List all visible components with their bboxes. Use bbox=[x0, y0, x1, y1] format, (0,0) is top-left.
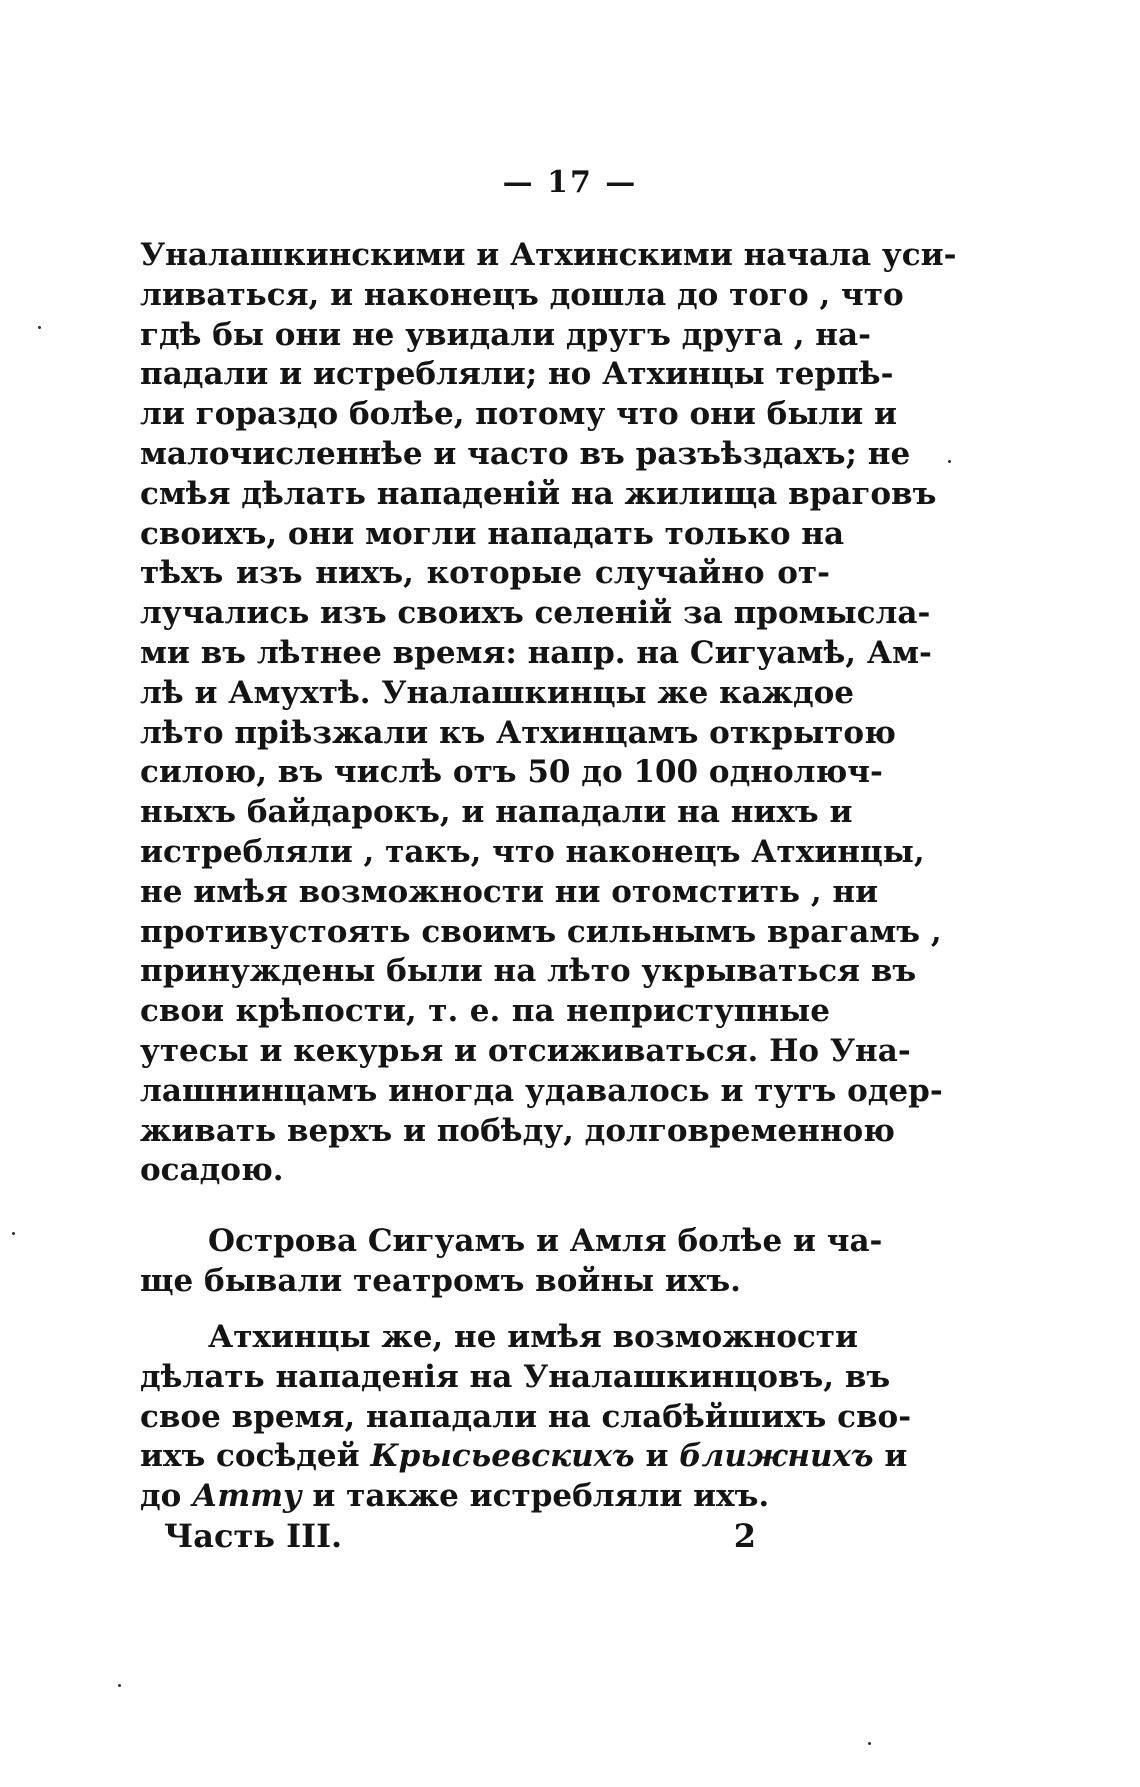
text-line: ливаться, и наконецъ дошла до того , что bbox=[140, 276, 904, 313]
text-line: лашнинцамъ иногда удавалось и тутъ одер- bbox=[140, 1072, 943, 1109]
page-number: — 17 — bbox=[502, 165, 638, 200]
text-line: ще бывали театромъ войны ихъ. bbox=[140, 1262, 741, 1299]
print-speck bbox=[38, 326, 41, 329]
text-line: осадою. bbox=[140, 1152, 284, 1189]
text-line: ми въ лѣтнее время: напр. на Сигуамѣ, Ам- bbox=[140, 634, 932, 671]
text-line: свое время, нападали на слабѣйшихъ сво- bbox=[140, 1398, 912, 1435]
print-speck bbox=[868, 1742, 871, 1745]
text-line: свои крѣпости, т. е. па неприступные bbox=[140, 993, 830, 1030]
text-segment: до bbox=[140, 1478, 193, 1515]
italic-name: ближнихъ bbox=[679, 1438, 874, 1475]
text-line: живать верхъ и побѣду, долговременною bbox=[140, 1112, 895, 1149]
italic-name: Атту bbox=[192, 1478, 302, 1515]
text-line: малочисленнѣе и часто въ разъѣздахъ; не bbox=[140, 435, 911, 472]
text-line: противустоять своимъ сильнымъ врагамъ , bbox=[140, 913, 942, 950]
text-segment: и bbox=[634, 1438, 680, 1475]
text-line: истребляли , такъ, что наконецъ Атхинцы, bbox=[140, 833, 925, 870]
paragraph-2 bbox=[140, 1222, 883, 1302]
print-speck bbox=[12, 1232, 15, 1235]
text-line: ли гораздо болѣе, потому что они были и bbox=[140, 396, 898, 433]
paragraph-1 bbox=[140, 236, 957, 1191]
text-line: гдѣ бы они не увидали другъ друга , на- bbox=[140, 316, 871, 353]
text-line: принуждены были на лѣто укрываться въ bbox=[140, 953, 917, 990]
text-line: силою, въ числѣ отъ 50 до 100 однолюч- bbox=[140, 754, 883, 791]
print-speck bbox=[118, 1684, 121, 1687]
text-line: Уналашкинскими и Атхинскими начала уси- bbox=[140, 237, 957, 273]
sheet-number: 2 bbox=[733, 1517, 756, 1555]
text-line: смѣя дѣлать нападеній на жилища враговъ bbox=[140, 475, 937, 512]
text-segment: ихъ сосѣдей bbox=[140, 1438, 371, 1475]
text-line: лѣ и Амухтѣ. Уналашкинцы же каждое bbox=[140, 674, 855, 711]
text-line-rich bbox=[140, 1437, 908, 1477]
text-segment: и также истребляли ихъ. bbox=[301, 1478, 770, 1515]
text-segment: и bbox=[873, 1438, 908, 1475]
italic-name: Крысьевскихъ bbox=[370, 1438, 635, 1475]
text-line: тѣхъ изъ нихъ, которые случайно от- bbox=[140, 555, 830, 592]
text-line: Острова Сигуамъ и Амля болѣе и ча- bbox=[208, 1223, 883, 1259]
paragraph-3 bbox=[140, 1318, 912, 1517]
text-line: не имѣя возможности ни отомстить , ни bbox=[140, 873, 879, 910]
text-line: падали и истребляли; но Атхинцы терпѣ- bbox=[140, 356, 894, 393]
print-speck bbox=[948, 460, 951, 463]
text-line: утесы и кекурья и отсиживаться. Но Уна- bbox=[140, 1032, 911, 1069]
text-line: своихъ, они могли нападать только на bbox=[140, 515, 845, 552]
text-line-rich bbox=[140, 1477, 830, 1517]
text-line: лучались изъ своихъ селеній за промысла- bbox=[140, 595, 931, 632]
signature-mark: Часть III. bbox=[164, 1517, 343, 1555]
text-line: лѣто пріѣзжали къ Атхинцамъ открытою bbox=[140, 714, 896, 751]
text-line: Атхинцы же, не имѣя возможности bbox=[208, 1319, 858, 1355]
text-line: дѣлать нападенія на Уналашкинцовъ, въ bbox=[140, 1358, 891, 1395]
text-line: ныхъ байдарокъ, и нападали на нихъ и bbox=[140, 794, 853, 831]
